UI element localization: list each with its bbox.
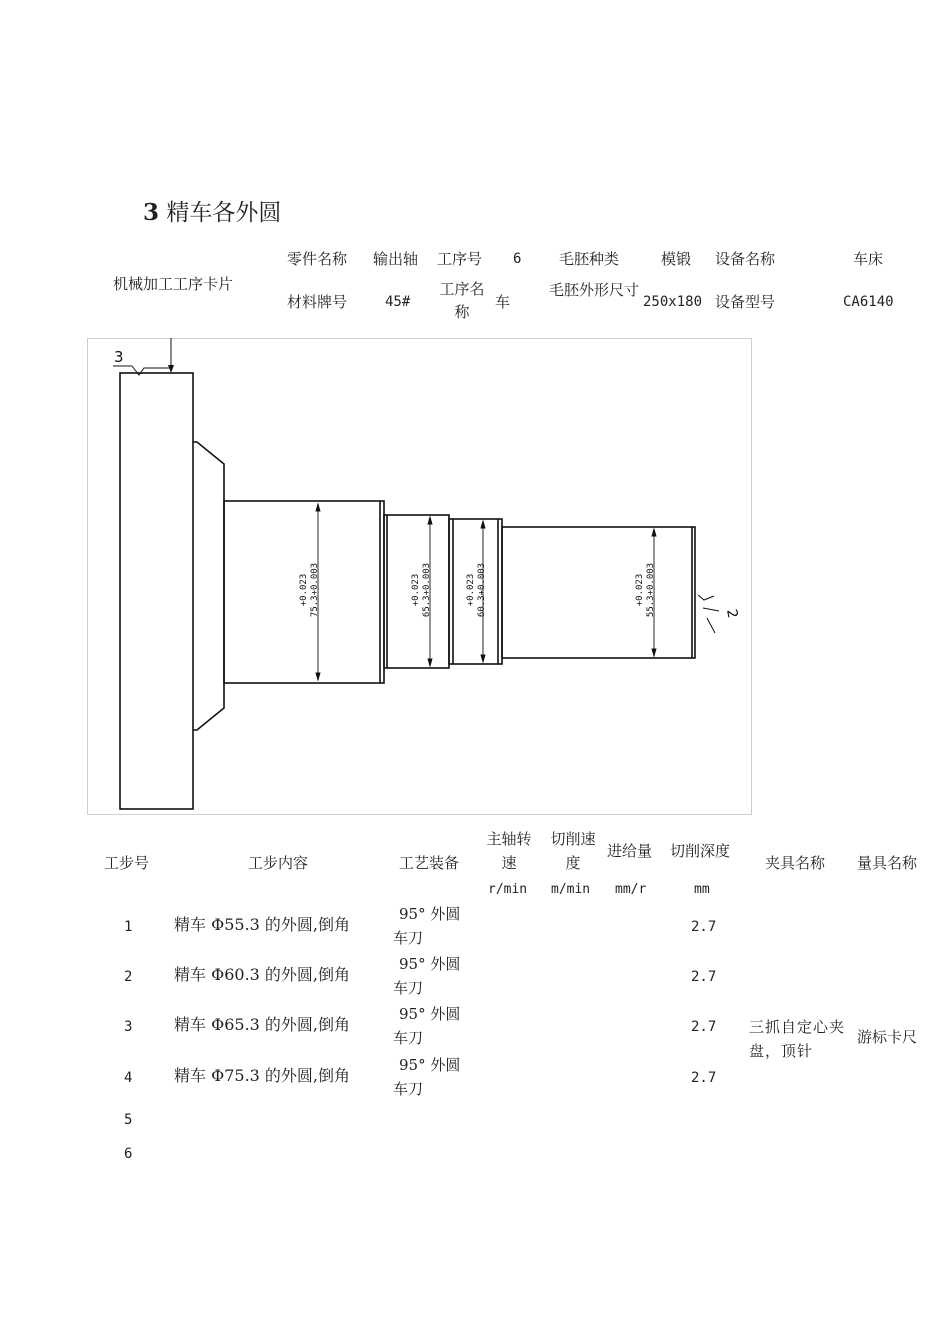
blank-type-value: 模锻 bbox=[661, 250, 692, 268]
part-name-value: 输出轴 bbox=[373, 250, 419, 268]
step-equipment-line1: 95° 外圆 bbox=[399, 1005, 461, 1023]
fixture-value: 三抓自定心夹盘，顶针 bbox=[749, 1018, 846, 1060]
equip-name-value: 车床 bbox=[853, 250, 884, 268]
step-equipment-line1: 95° 外圆 bbox=[399, 905, 461, 923]
blank-type-label: 毛胚种类 bbox=[559, 250, 620, 268]
process-no-value: 6 bbox=[513, 251, 522, 267]
step-no: 5 bbox=[124, 1112, 133, 1128]
step-cut-depth: 2.7 bbox=[691, 969, 717, 985]
material-label: 材料牌号 bbox=[287, 293, 348, 311]
header-fixture: 夹具名称 bbox=[765, 854, 826, 872]
flange-block bbox=[120, 373, 193, 809]
surface-label-2: 2 bbox=[723, 607, 741, 620]
blank-size-value: 250x180 bbox=[643, 294, 703, 310]
dim-75-lower: 75.3+0.003 bbox=[310, 562, 320, 618]
header-equipment: 工艺装备 bbox=[399, 854, 460, 872]
step-no: 3 bbox=[124, 1019, 133, 1035]
shaft-drawing-svg bbox=[87, 338, 752, 815]
dim-65-lower: 65.3+0.003 bbox=[422, 562, 432, 618]
step-no: 2 bbox=[124, 969, 133, 985]
process-no-label: 工序号 bbox=[437, 250, 483, 268]
dim-55-upper: +0.023 bbox=[635, 573, 645, 607]
dim-60-lower: 60.3+0.003 bbox=[477, 562, 487, 618]
header-feed: 进给量 bbox=[607, 842, 653, 860]
header-cutting-speed: 切削速度 bbox=[550, 830, 596, 872]
process-name-label: 工序名称 bbox=[439, 280, 485, 321]
dim-55-lower: 55.3+0.003 bbox=[646, 562, 656, 618]
equip-model-value: CA6140 bbox=[843, 294, 894, 310]
step-cut-depth: 2.7 bbox=[691, 1070, 717, 1086]
header-spindle-speed: 主轴转速 bbox=[486, 830, 532, 872]
step-content: 精车 Φ75.3 的外圆,倒角 bbox=[174, 1066, 351, 1085]
shaft-drawing bbox=[87, 338, 752, 815]
surface-label-3: 3 bbox=[114, 348, 124, 366]
blank-size-label: 毛胚外形尺寸 bbox=[549, 281, 640, 299]
step-equipment-line2: 车刀 bbox=[393, 1029, 424, 1047]
header-step-no: 工步号 bbox=[104, 854, 150, 872]
header-gauge: 量具名称 bbox=[857, 854, 918, 872]
section-number: 3 bbox=[143, 199, 160, 226]
equip-model-label: 设备型号 bbox=[715, 293, 776, 311]
step-equipment-line1: 95° 外圆 bbox=[399, 955, 461, 973]
step-equipment-line2: 车刀 bbox=[393, 929, 424, 947]
step-no: 4 bbox=[124, 1070, 133, 1086]
section-title: 精车各外圆 bbox=[166, 200, 282, 226]
unit-spindle-speed: r/min bbox=[488, 882, 528, 897]
down-arrow-icon bbox=[168, 365, 174, 373]
step-content: 精车 Φ60.3 的外圆,倒角 bbox=[174, 965, 351, 984]
taper-flange bbox=[193, 442, 224, 730]
step-equipment-line2: 车刀 bbox=[393, 1080, 424, 1098]
step-cut-depth: 2.7 bbox=[691, 1019, 717, 1035]
unit-cutting-speed: m/min bbox=[551, 882, 591, 897]
part-name-label: 零件名称 bbox=[287, 250, 348, 268]
step-no: 1 bbox=[124, 919, 133, 935]
gauge-value: 游标卡尺 bbox=[857, 1028, 918, 1046]
unit-feed: mm/r bbox=[615, 882, 647, 897]
step-no: 6 bbox=[124, 1146, 133, 1162]
header-cut-depth: 切削深度 bbox=[670, 842, 731, 860]
dim-65-upper: +0.023 bbox=[411, 573, 421, 607]
header-content: 工步内容 bbox=[248, 854, 309, 872]
dim-75-upper: +0.023 bbox=[299, 573, 309, 607]
step-equipment-line1: 95° 外圆 bbox=[399, 1056, 461, 1074]
step-cut-depth: 2.7 bbox=[691, 919, 717, 935]
equip-name-label: 设备名称 bbox=[715, 250, 776, 268]
material-value: 45# bbox=[385, 294, 411, 310]
section-heading bbox=[143, 194, 281, 227]
process-name-value: 车 bbox=[495, 293, 511, 311]
step-equipment-line2: 车刀 bbox=[393, 979, 424, 997]
step-content: 精车 Φ65.3 的外圆,倒角 bbox=[174, 1015, 351, 1034]
shaft-step-55 bbox=[502, 527, 695, 658]
card-title: 机械加工工序卡片 bbox=[113, 275, 234, 293]
dim-60-upper: +0.023 bbox=[466, 573, 476, 607]
unit-cut-depth: mm bbox=[694, 882, 710, 897]
step-content: 精车 Φ55.3 的外圆,倒角 bbox=[174, 915, 351, 934]
